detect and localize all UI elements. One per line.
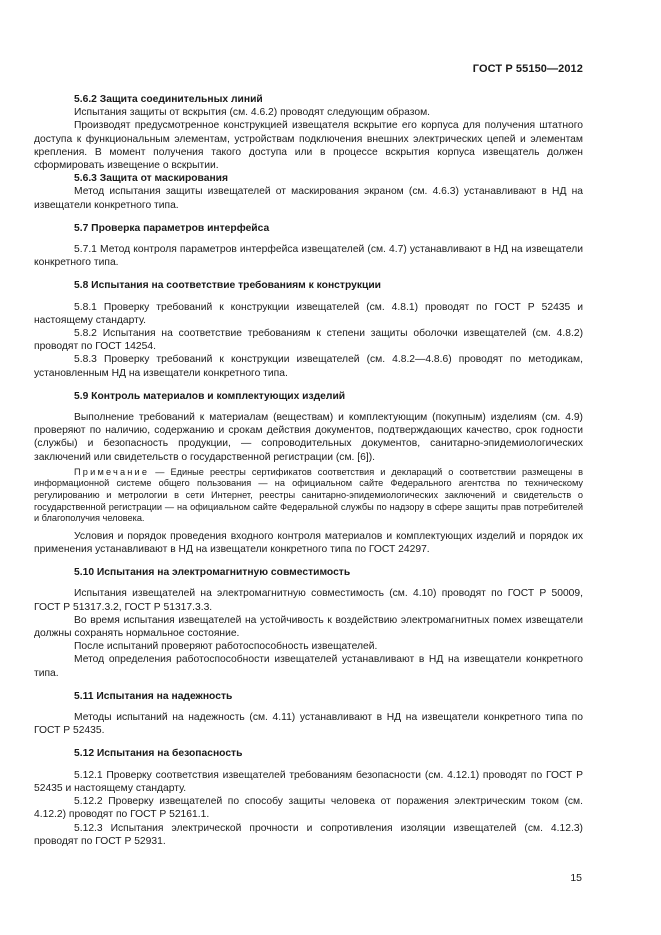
heading-5-10: 5.10 Испытания на электромагнитную совместимость bbox=[74, 567, 351, 579]
heading-5-11: 5.11 Испытания на надежность bbox=[74, 690, 233, 702]
paragraph: Испытания извещателей на электромагнитную совместимость (см. 4.10) проводят по ГОСТ Р 50009, ГОСТ Р 51317.3.2, ГОСТ Р 51317.3.3. bbox=[34, 588, 583, 613]
heading-5-12: 5.12 Испытания на безопасность bbox=[74, 748, 243, 760]
paragraph: Испытания защиты от вскрытия (см. 4.6.2) проводят следующим образом. bbox=[74, 107, 431, 119]
paragraph: 5.12.2 Проверку извещателей по способу защиты человека от поражения электрическим током (см. 4.12.2) проводят по ГОСТ Р 52161.1. bbox=[34, 796, 583, 821]
paragraph: 5.8.3 Проверку требований к конструкции извещателей (см. 4.8.2—4.8.6) проводят по методикам, установленным НД на извещатели конкретного типа. bbox=[34, 354, 583, 379]
standard-designation: ГОСТ Р 55150—2012 bbox=[472, 63, 583, 75]
paragraph: 5.12.3 Испытания электрической прочности и сопротивления изоляции извещателей (см. 4.12.3) проводят по ГОСТ Р 52931. bbox=[34, 822, 583, 847]
note-text: — Единые реестры сертификатов соответствия и деклараций о соответствии размещены в информационной системе общего пользования — на официальном сайте Федерального агентства по техническому регулированию и метрологии в сети Интернет, реестры санитарно-эпидемиологических заключений и свидетельств о государственной регистрации — на официальном сайте Федеральной службы по надзору в сфере защиты прав потребителей и благополучия человека. bbox=[34, 466, 583, 524]
page-number: 15 bbox=[570, 872, 582, 884]
paragraph: 5.7.1 Метод контроля параметров интерфейса извещателей (см. 4.7) устанавливают в НД на извещатели конкретного типа. bbox=[34, 244, 583, 269]
page-body bbox=[34, 93, 583, 848]
note bbox=[34, 467, 583, 525]
heading-5-6-2: 5.6.2 Защита соединительных линий bbox=[74, 94, 263, 105]
paragraph: 5.8.1 Проверку требований к конструкции извещателей (см. 4.8.1) проводят по ГОСТ Р 52435 и настоящему стандарту. bbox=[34, 301, 583, 326]
heading-5-9: 5.9 Контроль материалов и комплектующих изделий bbox=[74, 390, 346, 402]
paragraph: Методы испытаний на надежность (см. 4.11) устанавливают в НД на извещатели конкретного типа по ГОСТ Р 52435. bbox=[34, 712, 583, 737]
paragraph: После испытаний проверяют работоспособность извещателей. bbox=[74, 641, 378, 653]
heading-5-7: 5.7 Проверка параметров интерфейса bbox=[74, 222, 270, 234]
paragraph: Метод испытания защиты извещателей от маскирования экраном (см. 4.6.3) устанавливают в НД на извещатели конкретного типа. bbox=[34, 186, 583, 211]
note-label: Примечание bbox=[74, 466, 150, 477]
paragraph: 5.12.1 Проверку соответствия извещателей требованиям безопасности (см. 4.12.1) проводят по ГОСТ Р 52435 и настоящему стандарту. bbox=[34, 769, 583, 794]
heading-5-8: 5.8 Испытания на соответствие требованиям к конструкции bbox=[74, 280, 381, 292]
heading-5-6-3: 5.6.3 Защита от маскирования bbox=[74, 173, 229, 185]
paragraph: 5.8.2 Испытания на соответствие требованиям к степени защиты оболочки извещателей (см. 4.8.2) проводят по ГОСТ 14254. bbox=[34, 328, 583, 353]
paragraph: Условия и порядок проведения входного контроля материалов и комплектующих изделий и порядок их применения устанавливают в НД на извещатели конкретного типа по ГОСТ 24297. bbox=[34, 530, 583, 556]
paragraph: Выполнение требований к материалам (веществам) и комплектующим (покупным) изделиям (см. 4.9) проверяют по наличию, содержанию и срокам действия документов, подтверждающих качество, срок годности (службы) и безопасность продукции, — сопроводительных документов, санитарно-эпидемиологических заключений или свидетельств о государственной регистрации (см. [6]). bbox=[34, 412, 583, 463]
paragraph: Во время испытания извещателей на устойчивость к воздействию электромагнитных помех извещатели должны сохранять нормальное состояние. bbox=[34, 614, 583, 640]
paragraph: Метод определения работоспособности извещателей устанавливают в НД на извещатели конкретного типа. bbox=[34, 654, 583, 679]
paragraph: Производят предусмотренное конструкцией извещателя вскрытие его корпуса для получения штатного доступа к функциональным элементам, устройствам подключения внешних электрических цепей и элементам крепления. В момент получения такого доступа или в процессе вскрытия корпуса извещатель должен сформировать извещение о вскрытии. bbox=[34, 120, 583, 172]
